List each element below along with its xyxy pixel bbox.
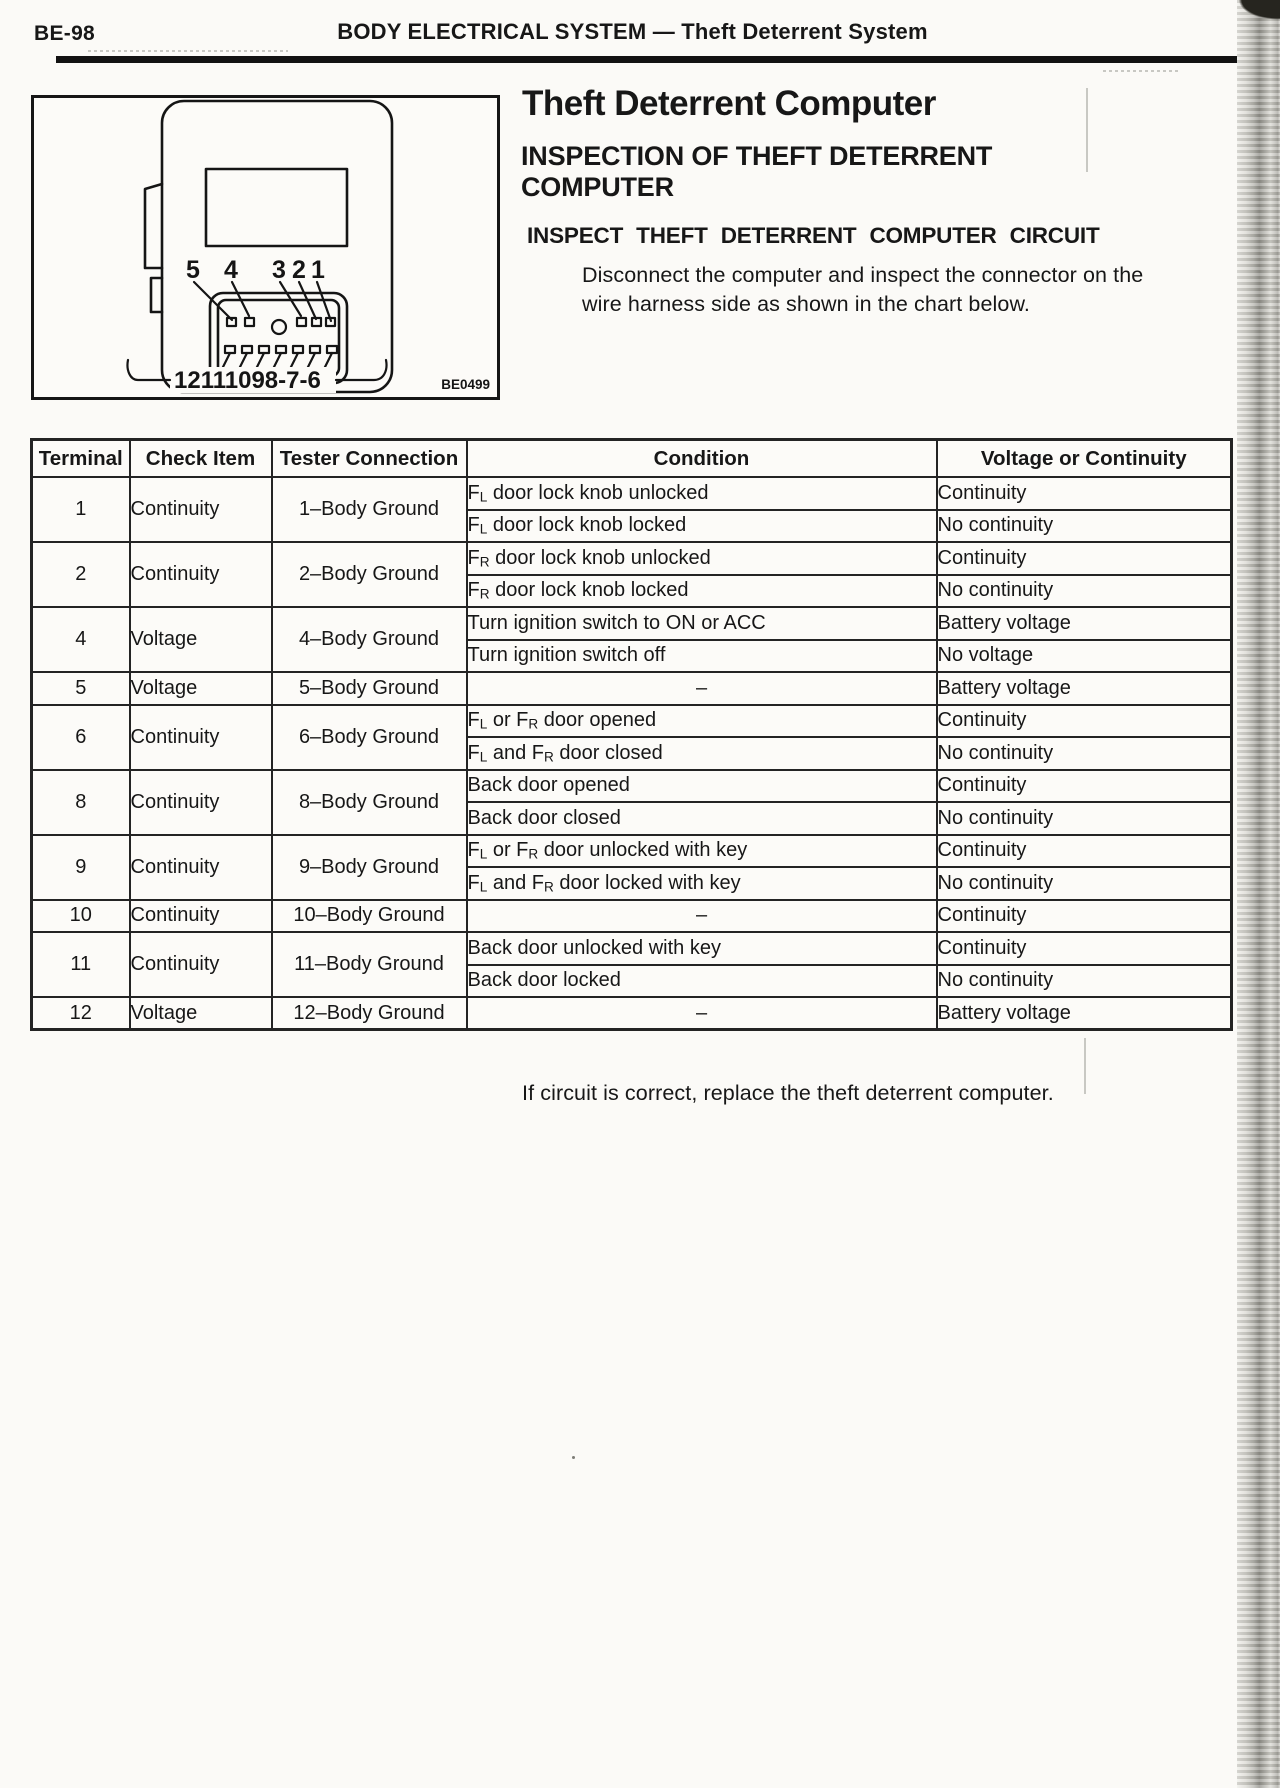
page-number: BE-98 — [34, 22, 96, 45]
result-cell: Battery voltage — [937, 607, 1232, 640]
scan-noise — [88, 50, 288, 52]
inspection-table-body — [32, 477, 1232, 1030]
condition-cell: Back door unlocked with key — [467, 932, 937, 965]
inspection-table-container — [30, 438, 1233, 1031]
tester-connection-cell: 4–Body Ground — [272, 607, 467, 672]
condition-cell: Back door closed — [467, 802, 937, 835]
tester-connection-cell: 1–Body Ground — [272, 477, 467, 542]
result-cell: No voltage — [937, 640, 1232, 673]
result-cell: Battery voltage — [937, 997, 1232, 1030]
terminal-cell: 5 — [32, 672, 130, 705]
figure-code: BE0499 — [441, 377, 490, 392]
computer-connector-drawing — [34, 98, 497, 397]
table-row — [32, 900, 1232, 933]
condition-cell: – — [467, 672, 937, 705]
table-row — [32, 672, 1232, 705]
computer-window — [206, 169, 347, 246]
table-row — [32, 770, 1232, 803]
scan-noise — [1103, 70, 1181, 72]
mounting-tab-lower — [151, 278, 162, 312]
terminal-cell: 4 — [32, 607, 130, 672]
tester-connection-cell: 11–Body Ground — [272, 932, 467, 997]
check-item-cell: Continuity — [130, 835, 272, 900]
check-item-cell: Voltage — [130, 672, 272, 705]
terminal-cell: 1 — [32, 477, 130, 542]
terminal-cell: 11 — [32, 932, 130, 997]
result-cell: No continuity — [937, 802, 1232, 835]
condition-cell: – — [467, 900, 937, 933]
section-subtitle — [521, 141, 992, 203]
result-cell: Battery voltage — [937, 672, 1232, 705]
header-rule — [56, 56, 1238, 63]
connector-pins-bottom — [222, 346, 337, 369]
procedure-heading: INSPECT THEFT DETERRENT COMPUTER CIRCUIT — [527, 223, 1100, 248]
condition-cell: Back door opened — [467, 770, 937, 803]
condition-cell: $F_L$ or $F_R$ door unlocked with key — [467, 835, 937, 868]
pin-leader-lines — [194, 282, 331, 321]
result-cell: No continuity — [937, 867, 1232, 900]
condition-cell: Turn ignition switch off — [467, 640, 937, 673]
tester-connection-cell: 10–Body Ground — [272, 900, 467, 933]
inspection-table — [30, 438, 1233, 1031]
page-crease-mark — [1086, 88, 1088, 172]
check-item-cell: Voltage — [130, 607, 272, 672]
condition-cell: $F_L$ and $F_R$ door locked with key — [467, 867, 937, 900]
result-cell: Continuity — [937, 900, 1232, 933]
figure-theft-deterrent-computer — [31, 95, 500, 400]
footer-note: If circuit is correct, replace the theft deterrent computer. — [522, 1081, 1054, 1105]
result-cell: No continuity — [937, 965, 1232, 998]
terminal-cell: 6 — [32, 705, 130, 770]
check-item-cell: Voltage — [130, 997, 272, 1030]
page-edge-corner-shadow — [1234, 0, 1280, 22]
terminal-cell: 9 — [32, 835, 130, 900]
column-header: Voltage or Continuity — [937, 440, 1232, 478]
condition-cell: $F_L$ door lock knob unlocked — [467, 477, 937, 510]
pin-number-label: 3 — [272, 256, 286, 284]
terminal-cell: 2 — [32, 542, 130, 607]
pin-number-label: 2 — [292, 256, 306, 284]
table-row — [32, 542, 1232, 575]
result-cell: Continuity — [937, 770, 1232, 803]
scan-speck — [572, 1456, 575, 1459]
condition-cell: Turn ignition switch to ON or ACC — [467, 607, 937, 640]
condition-cell: $F_R$ door lock knob locked — [467, 575, 937, 608]
result-cell: Continuity — [937, 542, 1232, 575]
condition-cell: Back door locked — [467, 965, 937, 998]
procedure-text — [582, 261, 1143, 319]
result-cell: No continuity — [937, 575, 1232, 608]
pin-number-label: 4 — [224, 256, 238, 284]
column-header: Check Item — [130, 440, 272, 478]
result-cell: Continuity — [937, 705, 1232, 738]
check-item-cell: Continuity — [130, 932, 272, 997]
pin-number-label: 1 — [311, 256, 325, 284]
column-header: Condition — [467, 440, 937, 478]
condition-cell: $F_R$ door lock knob unlocked — [467, 542, 937, 575]
table-row — [32, 607, 1232, 640]
terminal-cell: 10 — [32, 900, 130, 933]
header-row — [32, 440, 1232, 478]
terminal-cell: 12 — [32, 997, 130, 1030]
check-item-cell: Continuity — [130, 900, 272, 933]
condition-cell: $F_L$ door lock knob locked — [467, 510, 937, 543]
page-crease-mark — [1084, 1038, 1086, 1094]
result-cell: No continuity — [937, 737, 1232, 770]
table-row — [32, 477, 1232, 510]
pin-number-label: 5 — [186, 256, 200, 284]
result-cell: No continuity — [937, 510, 1232, 543]
pin-row-label: 12111098-7-6 — [174, 367, 321, 394]
result-cell: Continuity — [937, 932, 1232, 965]
check-item-cell: Continuity — [130, 705, 272, 770]
column-header: Tester Connection — [272, 440, 467, 478]
procedure-text-line1: Disconnect the computer and inspect the connector on the — [582, 263, 1144, 287]
check-item-cell: Continuity — [130, 477, 272, 542]
table-row — [32, 932, 1232, 965]
column-header: Terminal — [32, 440, 130, 478]
mounting-tab-upper — [145, 184, 162, 268]
procedure-text-line2: wire harness side as shown in the chart below. — [582, 292, 1030, 316]
section-subtitle-line1: INSPECTION OF THEFT DETERRENT — [521, 141, 993, 171]
connector-housing-inner — [218, 300, 339, 376]
result-cell: Continuity — [937, 835, 1232, 868]
section-subtitle-line2: COMPUTER — [521, 172, 674, 202]
result-cell: Continuity — [937, 477, 1232, 510]
section-title: Theft Deterrent Computer — [522, 84, 936, 123]
tester-connection-cell: 9–Body Ground — [272, 835, 467, 900]
page-edge-scan-band — [1237, 0, 1280, 1788]
check-item-cell: Continuity — [130, 542, 272, 607]
condition-cell: $F_L$ or $F_R$ door opened — [467, 705, 937, 738]
tester-connection-cell: 2–Body Ground — [272, 542, 467, 607]
connector-pins-top — [227, 318, 335, 334]
tester-connection-cell: 6–Body Ground — [272, 705, 467, 770]
tester-connection-cell: 5–Body Ground — [272, 672, 467, 705]
table-row — [32, 835, 1232, 868]
tester-connection-cell: 12–Body Ground — [272, 997, 467, 1030]
condition-cell: – — [467, 997, 937, 1030]
condition-cell: $F_L$ and $F_R$ door closed — [467, 737, 937, 770]
table-row — [32, 705, 1232, 738]
tester-connection-cell: 8–Body Ground — [272, 770, 467, 835]
check-item-cell: Continuity — [130, 770, 272, 835]
page-title: BODY ELECTRICAL SYSTEM — Theft Deterrent System — [337, 19, 928, 44]
terminal-cell: 8 — [32, 770, 130, 835]
table-row — [32, 997, 1232, 1030]
